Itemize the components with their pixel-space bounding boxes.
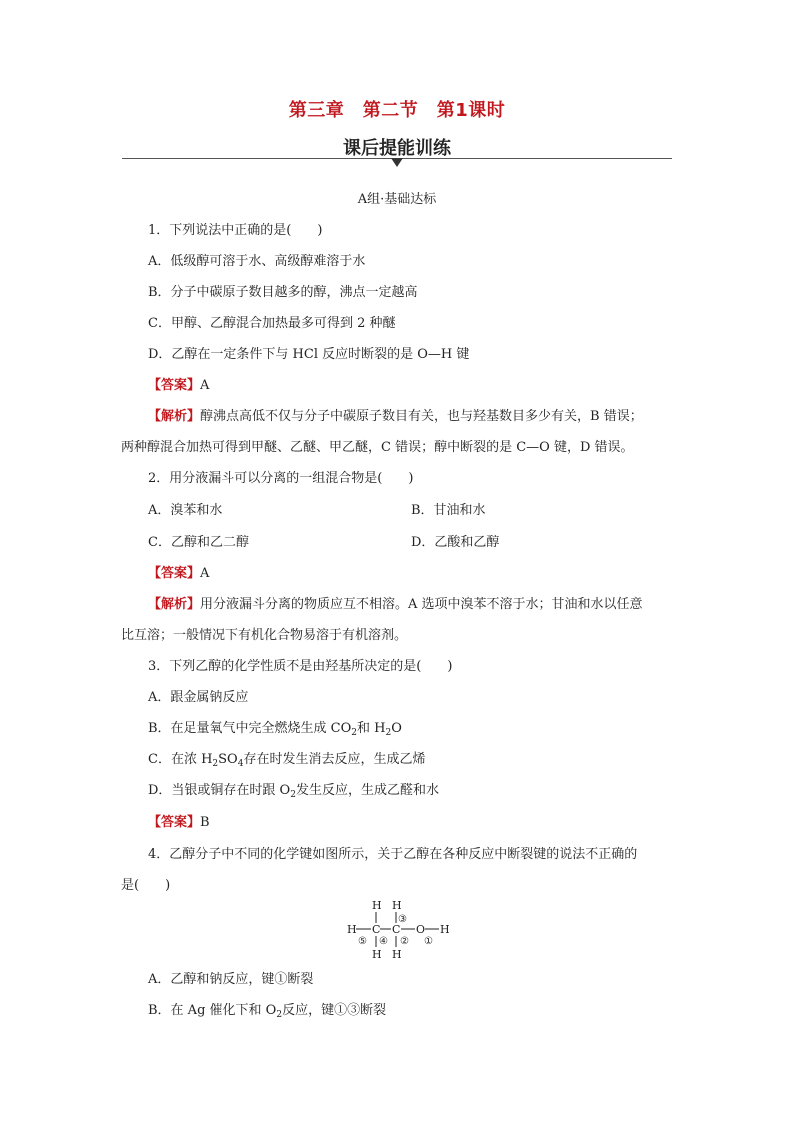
q3-b-text1: B．在足量氧气中完全燃烧生成 CO: [148, 721, 352, 736]
q2-answer-value: A: [200, 566, 210, 581]
answer-label: 【答案】: [148, 815, 201, 830]
q3-c-text3: 存在时发生消去反应，生成乙烯: [243, 752, 426, 767]
q2-option-d: D．乙酸和乙醇: [411, 535, 500, 550]
q4-option-a: A．乙醇和钠反应，键①断裂: [148, 972, 314, 987]
bond-label-4: ④: [379, 936, 388, 947]
q3-b-sub1: 2: [351, 728, 358, 738]
q2-option-a: A．溴苯和水: [148, 503, 223, 518]
atom-c2: C: [392, 923, 401, 936]
q3-c-text2: SO: [218, 752, 238, 767]
atom-h-left: H: [347, 923, 357, 936]
atom-c1: C: [372, 923, 381, 936]
divider-arrow-icon: [391, 158, 403, 167]
q1-answer: [148, 376, 209, 396]
q3-b-text3: O: [391, 721, 402, 736]
answer-label: 【答案】: [148, 566, 201, 581]
atom-h-top-2: H: [392, 899, 402, 912]
q3-b-sub2: 2: [385, 728, 392, 738]
q1-option-d: D．乙醇在一定条件下与 HCl 反应时断裂的是 O—H 键: [148, 347, 470, 362]
q4-stem-line2: 是( ): [121, 878, 171, 893]
q3-option-c: [148, 750, 425, 774]
q3-answer-value: B: [200, 815, 210, 830]
q1-stem: 1．下列说法中正确的是( ): [148, 223, 323, 238]
ethanol-structure-svg: [345, 898, 455, 960]
q1-option-b: B．分子中碳原子数目越多的醇，沸点一定越高: [148, 285, 418, 300]
atom-h-right: H: [440, 923, 450, 936]
atom-h-bottom-2: H: [392, 948, 402, 960]
q3-option-d: [148, 781, 439, 805]
page-subtitle: 课后提能训练: [343, 138, 451, 159]
q3-option-b: [148, 719, 402, 743]
bond-label-1: ①: [424, 936, 433, 947]
q1-option-c: C．甲醇、乙醇混合加热最多可得到 2 种醚: [148, 316, 396, 331]
q4-b-text2: 反应，键①③断裂: [282, 1003, 387, 1018]
q4-stem-line1: 4．乙醇分子中不同的化学键如图所示，关于乙醇在各种反应中断裂键的说法不正确的: [148, 847, 638, 862]
q3-c-sub2: 4: [237, 759, 244, 769]
q4-b-text1: B．在 Ag 催化下和 O: [148, 1003, 277, 1018]
analysis-label: 【解析】: [148, 409, 201, 424]
q1-answer-value: A: [200, 378, 210, 393]
q3-d-text1: D．当银或铜存在时跟 O: [148, 783, 291, 798]
q3-b-text2: 和 H: [357, 721, 386, 736]
atom-o: O: [416, 923, 426, 936]
analysis-label: 【解析】: [148, 597, 201, 612]
answer-label: 【答案】: [148, 378, 201, 393]
q1-option-a: A．低级醇可溶于水、高级醇难溶于水: [148, 254, 366, 269]
q3-d-sub1: 2: [290, 790, 296, 800]
atom-h-bottom-1: H: [372, 948, 382, 960]
section-heading: A组·基础达标: [357, 192, 437, 207]
q3-option-a: A．跟金属钠反应: [148, 690, 249, 705]
bond-label-2: ②: [400, 936, 409, 947]
q2-answer: [148, 564, 209, 584]
q1-analysis-line1: [148, 407, 643, 427]
q3-c-sub1: 2: [212, 759, 219, 769]
page-title: 第三章 第二节 第1课时: [288, 100, 506, 121]
atom-h-top-1: H: [372, 899, 382, 912]
q4-b-sub1: 2: [276, 1010, 283, 1020]
q1-analysis-text1: 醇沸点高低不仅与分子中碳原子数目有关，也与羟基数目多少有关，B 错误；: [200, 409, 643, 424]
q2-analysis-text1: 用分液漏斗分离的物质应互不相溶。A 选项中溴苯不溶于水；甘油和水以任意: [200, 597, 643, 612]
q3-stem: 3．下列乙醇的化学性质不是由羟基所决定的是( ): [148, 659, 453, 674]
q2-stem: 2．用分液漏斗可以分离的一组混合物是( ): [148, 471, 414, 486]
bond-label-3: ③: [398, 914, 407, 925]
q2-option-b: B．甘油和水: [411, 503, 486, 518]
bond-label-5: ⑤: [358, 936, 367, 947]
ethanol-structure-diagram: [345, 898, 455, 960]
q2-option-c: C．乙醇和乙二醇: [148, 535, 249, 550]
q3-answer: [148, 813, 210, 833]
q3-c-text1: C．在浓 H: [148, 752, 213, 767]
q2-analysis-line2: 比互溶；一般情况下有机化合物易溶于有机溶剂。: [121, 628, 408, 643]
q2-analysis-line1: [148, 595, 643, 615]
q1-analysis-line2: 两种醇混合加热可得到甲醚、乙醚、甲乙醚，C 错误；醇中断裂的是 C—O 键，D 错误。: [121, 440, 634, 455]
q4-option-b: [148, 1001, 386, 1025]
q3-d-text2: 发生反应，生成乙醛和水: [295, 783, 439, 798]
